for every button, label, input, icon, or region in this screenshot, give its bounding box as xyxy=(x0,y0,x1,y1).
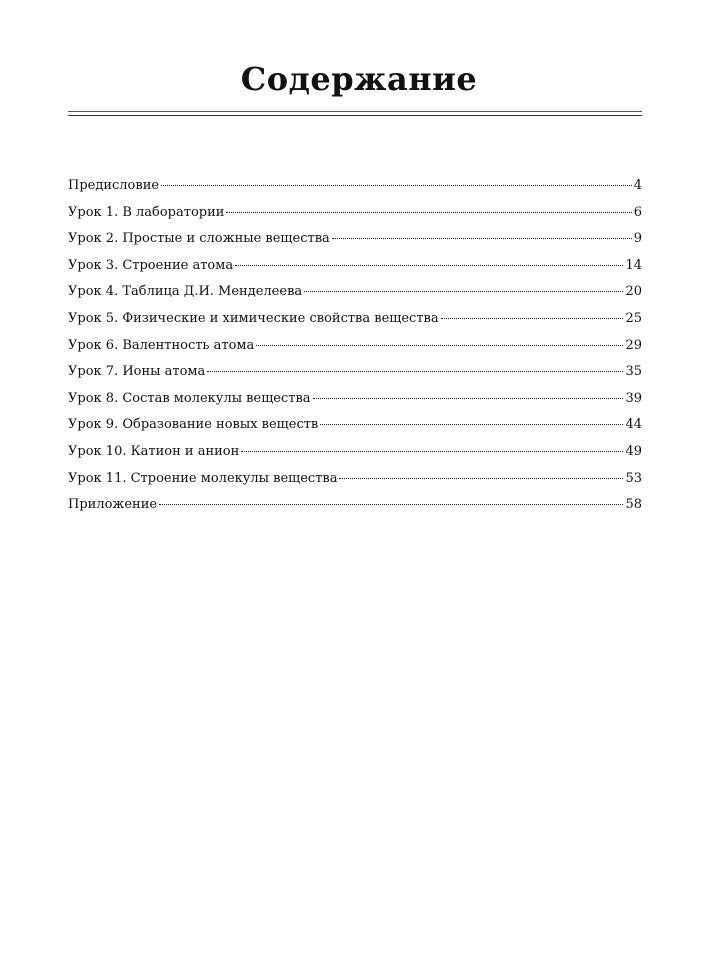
table-of-contents xyxy=(68,178,642,524)
toc-entry[interactable] xyxy=(68,364,642,391)
page-title: Содержание xyxy=(240,60,478,98)
toc-entry-page: 39 xyxy=(625,390,642,406)
toc-entry[interactable] xyxy=(68,497,642,524)
toc-entry-label: Урок 5. Физические и химические свойства веществa xyxy=(68,310,439,326)
toc-entry-page: 20 xyxy=(625,284,642,300)
toc-entry[interactable] xyxy=(68,471,642,498)
toc-entry-page: 49 xyxy=(625,443,642,459)
toc-entry-label: Урок 10. Катион и анион xyxy=(68,443,240,459)
toc-leader-dots xyxy=(313,398,624,399)
toc-leader-dots xyxy=(235,265,623,266)
toc-entry[interactable] xyxy=(68,178,642,205)
toc-leader-dots xyxy=(241,451,623,452)
toc-entry-label: Урок 3. Строение атома xyxy=(68,257,234,273)
toc-entry[interactable] xyxy=(68,338,642,365)
toc-entry[interactable] xyxy=(68,444,642,471)
toc-leader-dots xyxy=(320,424,623,425)
toc-entry-page: 25 xyxy=(625,310,642,326)
toc-entry[interactable] xyxy=(68,205,642,232)
toc-leader-dots xyxy=(161,185,632,186)
toc-entry-label: Урок 4. Таблица Д.И. Менделеева xyxy=(68,284,303,300)
toc-entry-label: Урок 9. Образование новых веществ xyxy=(68,417,319,433)
toc-entry-label: Урок 7. Ионы атома xyxy=(68,364,206,380)
toc-leader-dots xyxy=(207,371,623,372)
toc-leader-dots xyxy=(339,478,623,479)
toc-entry-page: 58 xyxy=(625,497,642,513)
toc-entry[interactable] xyxy=(68,417,642,444)
toc-entry-page: 9 xyxy=(633,231,642,247)
toc-entry[interactable] xyxy=(68,284,642,311)
toc-entry-label: Приложение xyxy=(68,497,158,513)
toc-entry-page: 6 xyxy=(633,204,642,220)
title-rule-bottom xyxy=(68,115,642,116)
toc-entry[interactable] xyxy=(68,391,642,418)
toc-entry-page: 44 xyxy=(625,417,642,433)
toc-entry[interactable] xyxy=(68,231,642,258)
toc-entry-label: Урок 11. Строение молекулы вещества xyxy=(68,470,338,486)
toc-entry-page: 14 xyxy=(625,257,642,273)
toc-entry-label: Предисловие xyxy=(68,178,160,193)
toc-entry[interactable] xyxy=(68,311,642,338)
toc-leader-dots xyxy=(332,238,632,239)
toc-entry-label: Урок 8. Состав молекулы вещества xyxy=(68,390,311,406)
toc-entry-label: Урок 1. В лаборатории xyxy=(68,204,225,220)
toc-entry-page: 53 xyxy=(625,470,642,486)
toc-entry-page: 4 xyxy=(633,178,642,193)
toc-entry-label: Урок 6. Валентность атома xyxy=(68,337,255,353)
toc-leader-dots xyxy=(226,212,631,213)
toc-entry[interactable] xyxy=(68,258,642,285)
toc-leader-dots xyxy=(159,504,623,505)
toc-leader-dots xyxy=(441,318,624,319)
toc-entry-page: 29 xyxy=(625,337,642,353)
toc-entry-page: 35 xyxy=(625,364,642,380)
toc-leader-dots xyxy=(256,345,623,346)
toc-leader-dots xyxy=(304,291,623,292)
toc-entry-label: Урок 2. Простые и сложные вещества xyxy=(68,231,330,247)
title-rule-top xyxy=(68,111,642,112)
